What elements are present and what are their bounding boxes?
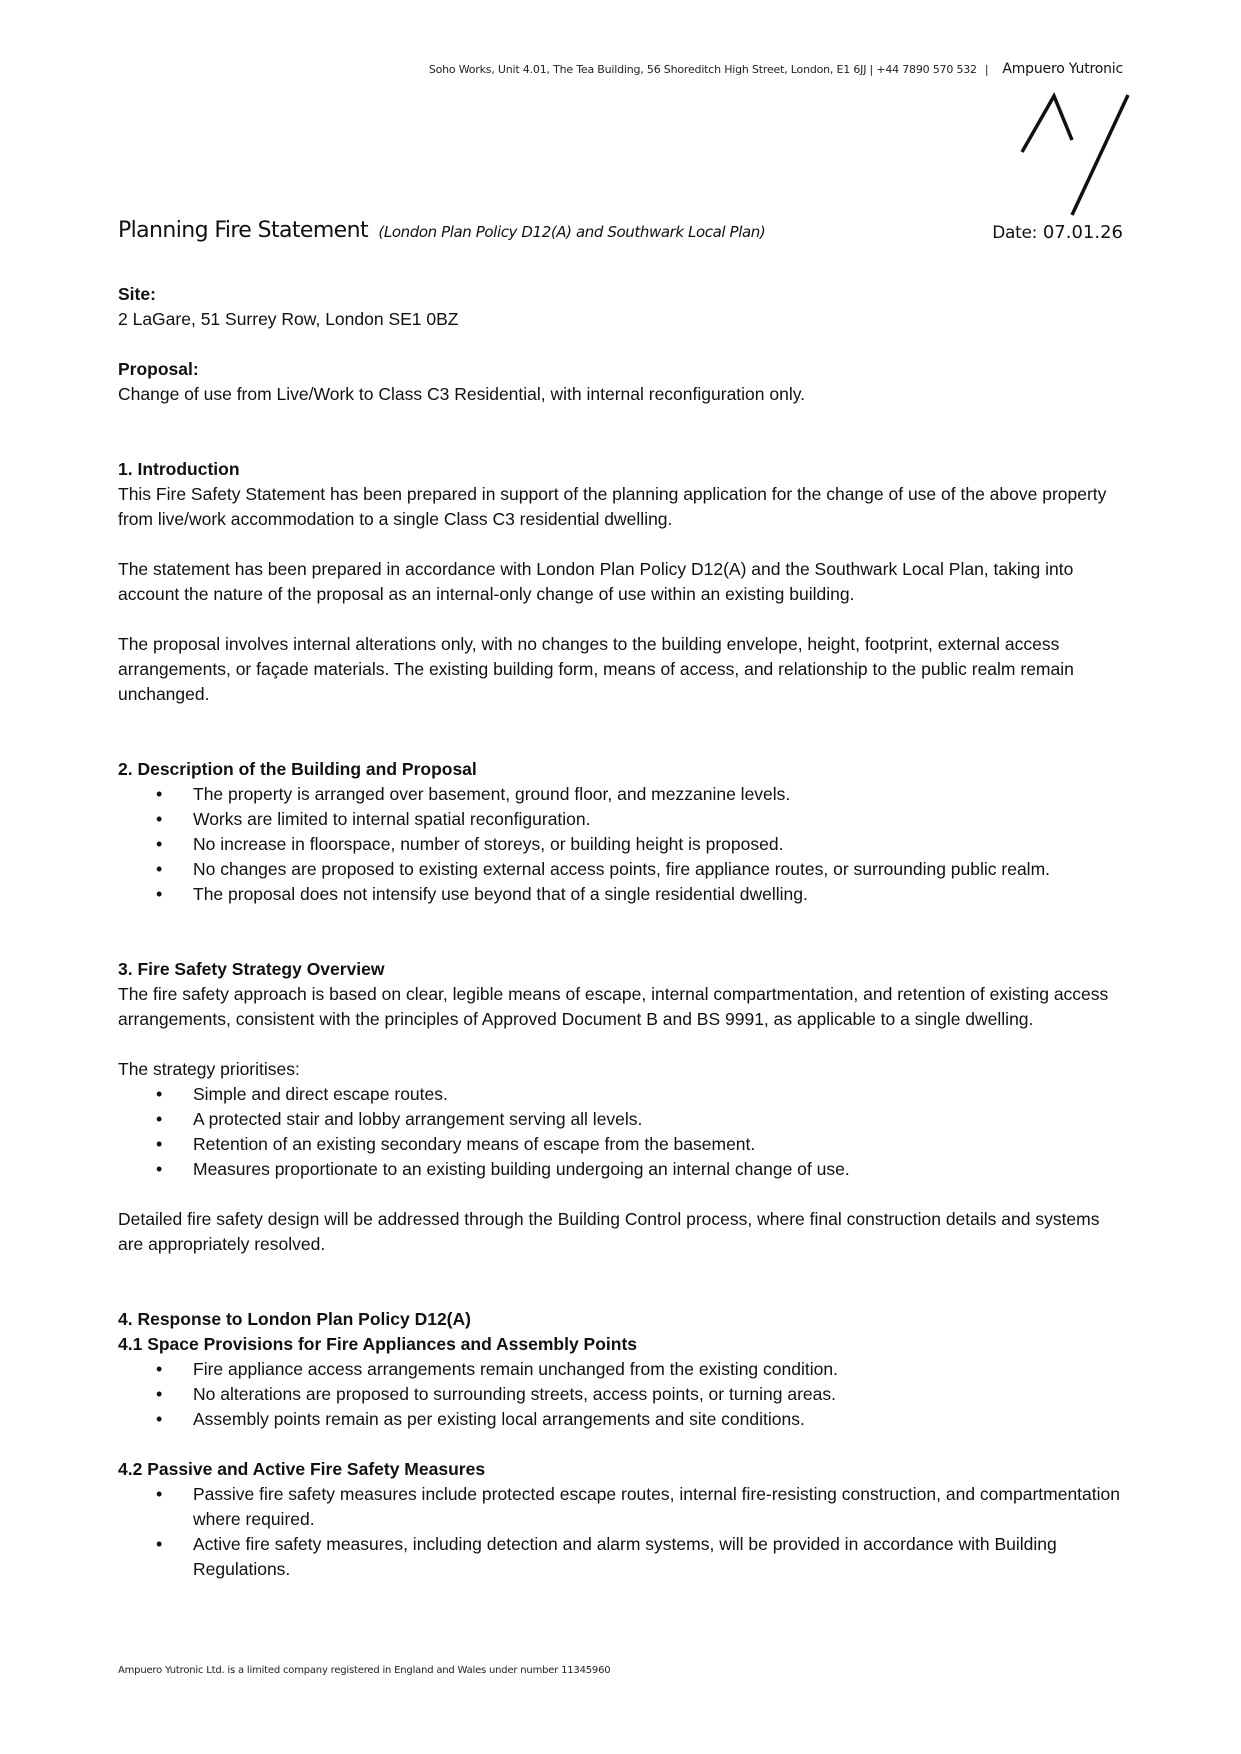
list-item: • Fire appliance access arrangements remain unchanged from the existing condition. [118,1357,1128,1382]
list-item: • No changes are proposed to existing external access points, fire appliance routes, or surrounding public realm. [118,857,1128,882]
bullet-list [118,1357,1128,1432]
document-body [118,282,1128,1582]
list-item: • Simple and direct escape routes. [118,1082,1128,1107]
company-logo-mark [1020,92,1130,217]
list-item: • Assembly points remain as per existing local arrangements and site conditions. [118,1407,1128,1432]
bullet-list [118,782,1128,907]
date-label: Date: [992,223,1038,243]
subsection-heading: 4.2 Passive and Active Fire Safety Measures [118,1459,486,1479]
document-title [118,218,765,243]
site-value: 2 LaGare, 51 Surrey Row, London SE1 0BZ [118,309,459,329]
list-item: • The proposal does not intensify use beyond that of a single residential dwelling. [118,882,1128,907]
proposal-value: Change of use from Live/Work to Class C3 Residential, with internal reconfiguration only. [118,384,806,404]
subsection-heading: 4.1 Space Provisions for Fire Appliances and Assembly Points [118,1334,638,1354]
letterhead-separator: | [984,63,989,76]
list-item: • No increase in floorspace, number of storeys, or building height is proposed. [118,832,1128,857]
document-title-subtitle: (London Plan Policy D12(A) and Southwark Local Plan) [378,223,766,241]
site-label: Site: [118,284,156,304]
bullet-list [118,1082,1128,1182]
list-item: • No alterations are proposed to surrounding streets, access points, or turning areas. [118,1382,1128,1407]
title-row [118,218,1123,248]
section-heading: 1. Introduction [118,459,240,479]
section-heading: 4. Response to London Plan Policy D12(A) [118,1309,471,1329]
paragraph: The fire safety approach is based on clear, legible means of escape, internal compartmentation, and retention of existing access arrangements, consistent with the principles of Approved Document B and BS 9991, as applicable to a single dwelling. [118,984,1109,1029]
document-title-main: Planning Fire Statement [118,218,368,243]
list-item: • Works are limited to internal spatial reconfiguration. [118,807,1128,832]
list-item: • Retention of an existing secondary means of escape from the basement. [118,1132,1128,1157]
paragraph: The statement has been prepared in accordance with London Plan Policy D12(A) and the Southwark Local Plan, taking into account the nature of the proposal as an internal-only change of use within an existing building. [118,559,1074,604]
letterhead [429,61,1123,77]
document-date [992,222,1123,243]
list-item: • The property is arranged over basement, ground floor, and mezzanine levels. [118,782,1128,807]
list-item: • Passive fire safety measures include protected escape routes, internal fire-resisting construction, and compartmentation where required. [118,1482,1128,1532]
list-item: • Measures proportionate to an existing building undergoing an internal change of use. [118,1157,1128,1182]
section-heading: 3. Fire Safety Strategy Overview [118,959,385,979]
page-footer: Ampuero Yutronic Ltd. is a limited company registered in England and Wales under number 11345960 [118,1665,611,1676]
section-heading: 2. Description of the Building and Proposal [118,759,477,779]
list-item: • A protected stair and lobby arrangement serving all levels. [118,1107,1128,1132]
list-item: • Active fire safety measures, including detection and alarm systems, will be provided in accordance with Building Regulations. [118,1532,1128,1582]
paragraph: The strategy prioritises: [118,1059,300,1079]
bullet-list [118,1482,1128,1582]
paragraph: This Fire Safety Statement has been prepared in support of the planning application for the change of use of the above property from live/work accommodation to a single Class C3 residential dwelling. [118,484,1107,529]
letterhead-brand: Ampuero Yutronic [1002,61,1123,77]
paragraph: Detailed fire safety design will be addressed through the Building Control process, where final construction details and systems are appropriately resolved. [118,1209,1100,1254]
date-value: 07.01.26 [1042,222,1123,243]
proposal-label: Proposal: [118,359,199,379]
paragraph: The proposal involves internal alterations only, with no changes to the building envelope, height, footprint, external access arrangements, or façade materials. The existing building form, means of access, and relationship to the public realm remain unchanged. [118,634,1074,704]
letterhead-address: Soho Works, Unit 4.01, The Tea Building, 56 Shoreditch High Street, London, E1 6JJ | +44 7890 570 532 [428,63,977,76]
